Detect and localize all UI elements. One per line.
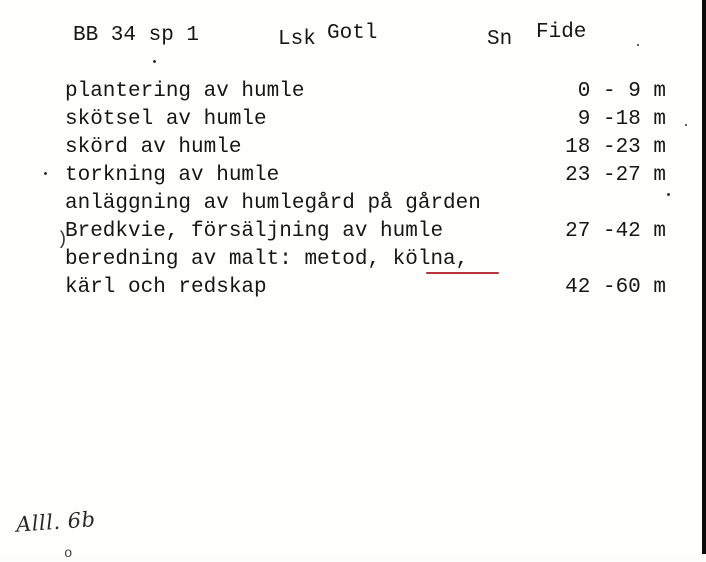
entry-range: 27 -42 m bbox=[565, 220, 666, 243]
speck-mark bbox=[153, 60, 156, 63]
speck-mark bbox=[667, 193, 670, 196]
entry-range: 42 -60 m bbox=[565, 276, 666, 299]
entry-text: torkning av humle bbox=[65, 164, 280, 187]
speck-mark bbox=[685, 124, 687, 126]
speck-mark bbox=[637, 44, 639, 46]
pencil-mark: ) bbox=[57, 230, 68, 250]
socken-label: Sn bbox=[487, 28, 513, 51]
landskap-value: Gotl bbox=[327, 22, 378, 45]
entry-row bbox=[0, 220, 706, 248]
red-underline-mark bbox=[426, 272, 499, 274]
entry-text: Bredkvie, försäljning av humle bbox=[65, 220, 444, 243]
entry-row bbox=[0, 248, 706, 276]
entry-range: 9 -18 m bbox=[577, 108, 666, 131]
entry-text: skörd av humle bbox=[65, 136, 242, 159]
entry-text: skötsel av humle bbox=[65, 108, 267, 131]
entry-row bbox=[0, 164, 706, 192]
entry-row bbox=[0, 136, 706, 164]
entry-text: anläggning av humlegård på gården bbox=[65, 192, 481, 215]
entry-text: beredning av malt: metod, kölna, bbox=[65, 248, 469, 271]
entry-text: plantering av humle bbox=[65, 80, 305, 103]
annotation-mark: o bbox=[64, 546, 73, 562]
handwritten-annotation: Alll. 6b bbox=[15, 507, 97, 537]
speck-mark bbox=[44, 172, 47, 175]
entry-range: 18 -23 m bbox=[565, 136, 666, 159]
entry-row bbox=[0, 276, 706, 304]
entry-row bbox=[0, 80, 706, 108]
entry-row bbox=[0, 108, 706, 136]
entry-text: kärl och redskap bbox=[65, 276, 267, 299]
socken-value: Fide bbox=[536, 21, 587, 44]
entry-range: 0 - 9 m bbox=[577, 80, 666, 103]
signum: BB 34 sp 1 bbox=[73, 24, 200, 47]
landskap-label: Lsk bbox=[278, 28, 316, 51]
entry-range: 23 -27 m bbox=[565, 164, 666, 187]
entry-row bbox=[0, 192, 706, 220]
